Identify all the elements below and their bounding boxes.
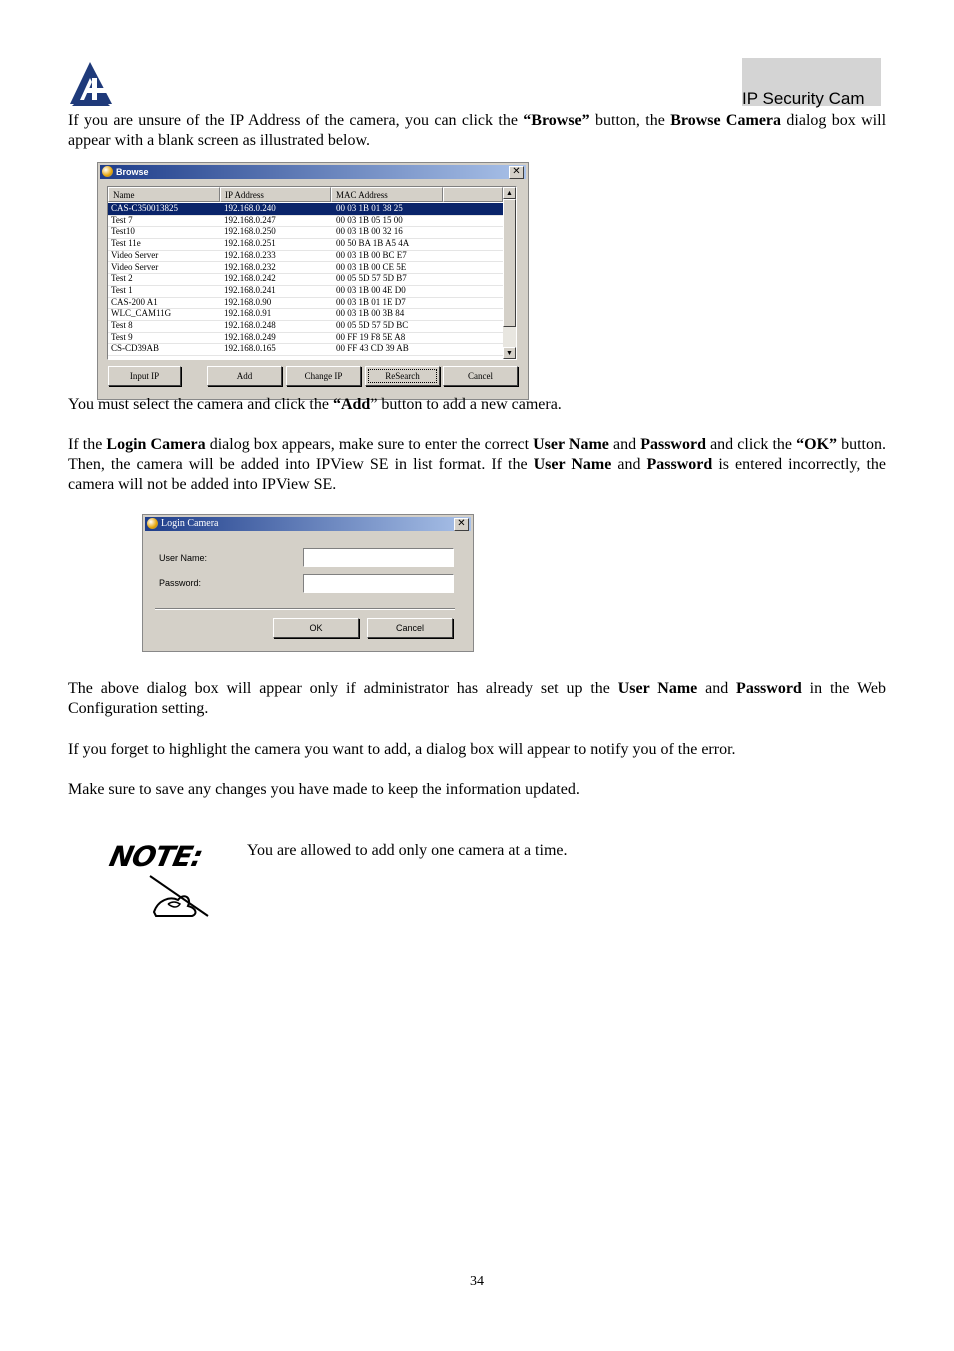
research-button[interactable]: ReSearch: [365, 366, 440, 386]
cell-name: CAS-200 A1: [111, 296, 158, 307]
cell-name: Test 9: [111, 331, 133, 342]
cell-name: Test 1: [111, 284, 133, 295]
column-header-name[interactable]: Name: [108, 187, 220, 202]
company-logo-icon: [68, 60, 114, 106]
add-instruction: You must select the camera and click the “Add” button to add a new camera.: [68, 396, 562, 413]
cell-name: CAS-C350013825: [111, 203, 179, 213]
cell-name: Test 7: [111, 214, 133, 225]
cell-mac: 00 50 BA 1B A5 4A: [336, 238, 410, 249]
cell-mac: 00 03 1B 00 CE 5E: [336, 261, 407, 272]
cell-ip: 192.168.0.165: [224, 343, 276, 354]
cell-mac: 00 FF 43 CD 39 AB: [336, 343, 409, 354]
cell-mac: 00 03 1B 01 1E D7: [336, 296, 406, 307]
close-icon[interactable]: ✕: [509, 166, 524, 179]
scroll-up-icon[interactable]: ▲: [503, 187, 516, 199]
cell-name: Test 2: [111, 273, 133, 284]
table-row[interactable]: [108, 343, 508, 356]
cell-mac: 00 03 1B 00 4E D0: [336, 284, 406, 295]
column-header-ip[interactable]: IP Address: [220, 187, 331, 202]
intro-paragraph: If you are unsure of the IP Address of the camera, you can click the “Browse” button, the Browse Camera dialog box will appear with a blank screen as illustrated below.: [68, 112, 887, 149]
cell-name: Test 8: [111, 320, 133, 330]
cell-name: Test 11e: [111, 238, 141, 249]
user-name-label: User Name:: [159, 553, 208, 563]
login-cancel-button[interactable]: Cancel: [367, 618, 453, 638]
browse-title: Browse: [116, 167, 149, 177]
cell-ip: 192.168.0.248: [224, 320, 276, 330]
note-text: You are allowed to add only one camera at a time.: [247, 842, 568, 859]
cell-ip: 192.168.0.233: [224, 249, 276, 260]
note-label: NOTE:: [106, 840, 206, 873]
login-title: Login Camera: [161, 518, 219, 529]
browse-titlebar: [100, 165, 526, 179]
app-icon: [147, 518, 158, 529]
column-header-empty: [443, 187, 503, 202]
highlight-paragraph: If you forget to highlight the camera you want to add, a dialog box will appear to notify you of the error.: [68, 741, 736, 758]
login-titlebar: [145, 517, 471, 531]
login-dialog: [142, 514, 474, 652]
column-header-mac[interactable]: MAC Address: [331, 187, 443, 202]
cell-name: CS-CD39AB: [111, 343, 160, 354]
divider: [155, 608, 455, 610]
ok-button[interactable]: OK: [273, 618, 359, 638]
password-input[interactable]: [303, 574, 454, 593]
save-paragraph: Make sure to save any changes you have made to keep the information updated.: [68, 781, 580, 798]
cell-ip: 192.168.0.249: [224, 331, 276, 342]
cell-mac: 00 03 1B 00 32 16: [336, 226, 403, 237]
cell-mac: 00 03 1B 01 38 25: [336, 203, 403, 213]
scroll-down-icon[interactable]: ▼: [503, 347, 516, 359]
password-label: Password:: [159, 578, 202, 588]
note-graphic: [106, 838, 220, 918]
pencil-hand-icon: [148, 874, 210, 918]
cell-name: Test10: [111, 226, 135, 237]
admin-paragraph: The above dialog box will appear only if administrator has already set up the User Name and Password in the Web Configuration setting.: [68, 680, 886, 717]
cell-mac: 00 05 5D 57 5D B7: [336, 273, 407, 284]
login-paragraph: If the Login Camera dialog box appears, make sure to enter the correct User Name and Password and click the “OK” button. Then, the camera will be added into IPView SE in list format. If the User Name and Password is entered incorrectly, the camera will not be added into IPView SE.: [68, 436, 887, 493]
cell-ip: 192.168.0.247: [224, 214, 276, 225]
user-name-input[interactable]: [303, 548, 454, 567]
header-tag: [742, 58, 881, 106]
cell-mac: 00 FF 19 F8 5E A8: [336, 331, 406, 342]
add-button[interactable]: Add: [207, 366, 282, 386]
scroll-thumb[interactable]: [503, 199, 516, 327]
cell-mac: 00 05 5D 57 5D BC: [336, 320, 409, 330]
cell-mac: 00 03 1B 00 3B 84: [336, 308, 405, 319]
cancel-button[interactable]: Cancel: [443, 366, 518, 386]
header-tag-text: IP Security Cam: [742, 89, 865, 108]
app-icon: [102, 166, 113, 177]
cell-ip: 192.168.0.232: [224, 261, 276, 272]
list-scrollbar[interactable]: [503, 187, 516, 359]
cell-ip: 192.168.0.242: [224, 273, 276, 284]
cell-name: WLC_CAM11G: [111, 308, 172, 319]
cell-ip: 192.168.0.251: [224, 238, 276, 249]
cell-mac: 00 03 1B 00 BC E7: [336, 249, 407, 260]
camera-list[interactable]: [107, 186, 517, 360]
cell-ip: 192.168.0.241: [224, 284, 276, 295]
cell-name: Video Server: [111, 249, 159, 260]
close-icon[interactable]: ✕: [454, 518, 469, 531]
page-number: 34: [470, 1274, 484, 1289]
cell-ip: 192.168.0.90: [224, 296, 272, 307]
cell-ip: 192.168.0.250: [224, 226, 276, 237]
cell-name: Video Server: [111, 261, 159, 272]
change-ip-button[interactable]: Change IP: [286, 366, 361, 386]
cell-ip: 192.168.0.91: [224, 308, 272, 319]
cell-mac: 00 03 1B 05 15 00: [336, 214, 403, 225]
input-ip-button[interactable]: Input IP: [108, 366, 181, 386]
cell-ip: 192.168.0.240: [224, 203, 276, 213]
